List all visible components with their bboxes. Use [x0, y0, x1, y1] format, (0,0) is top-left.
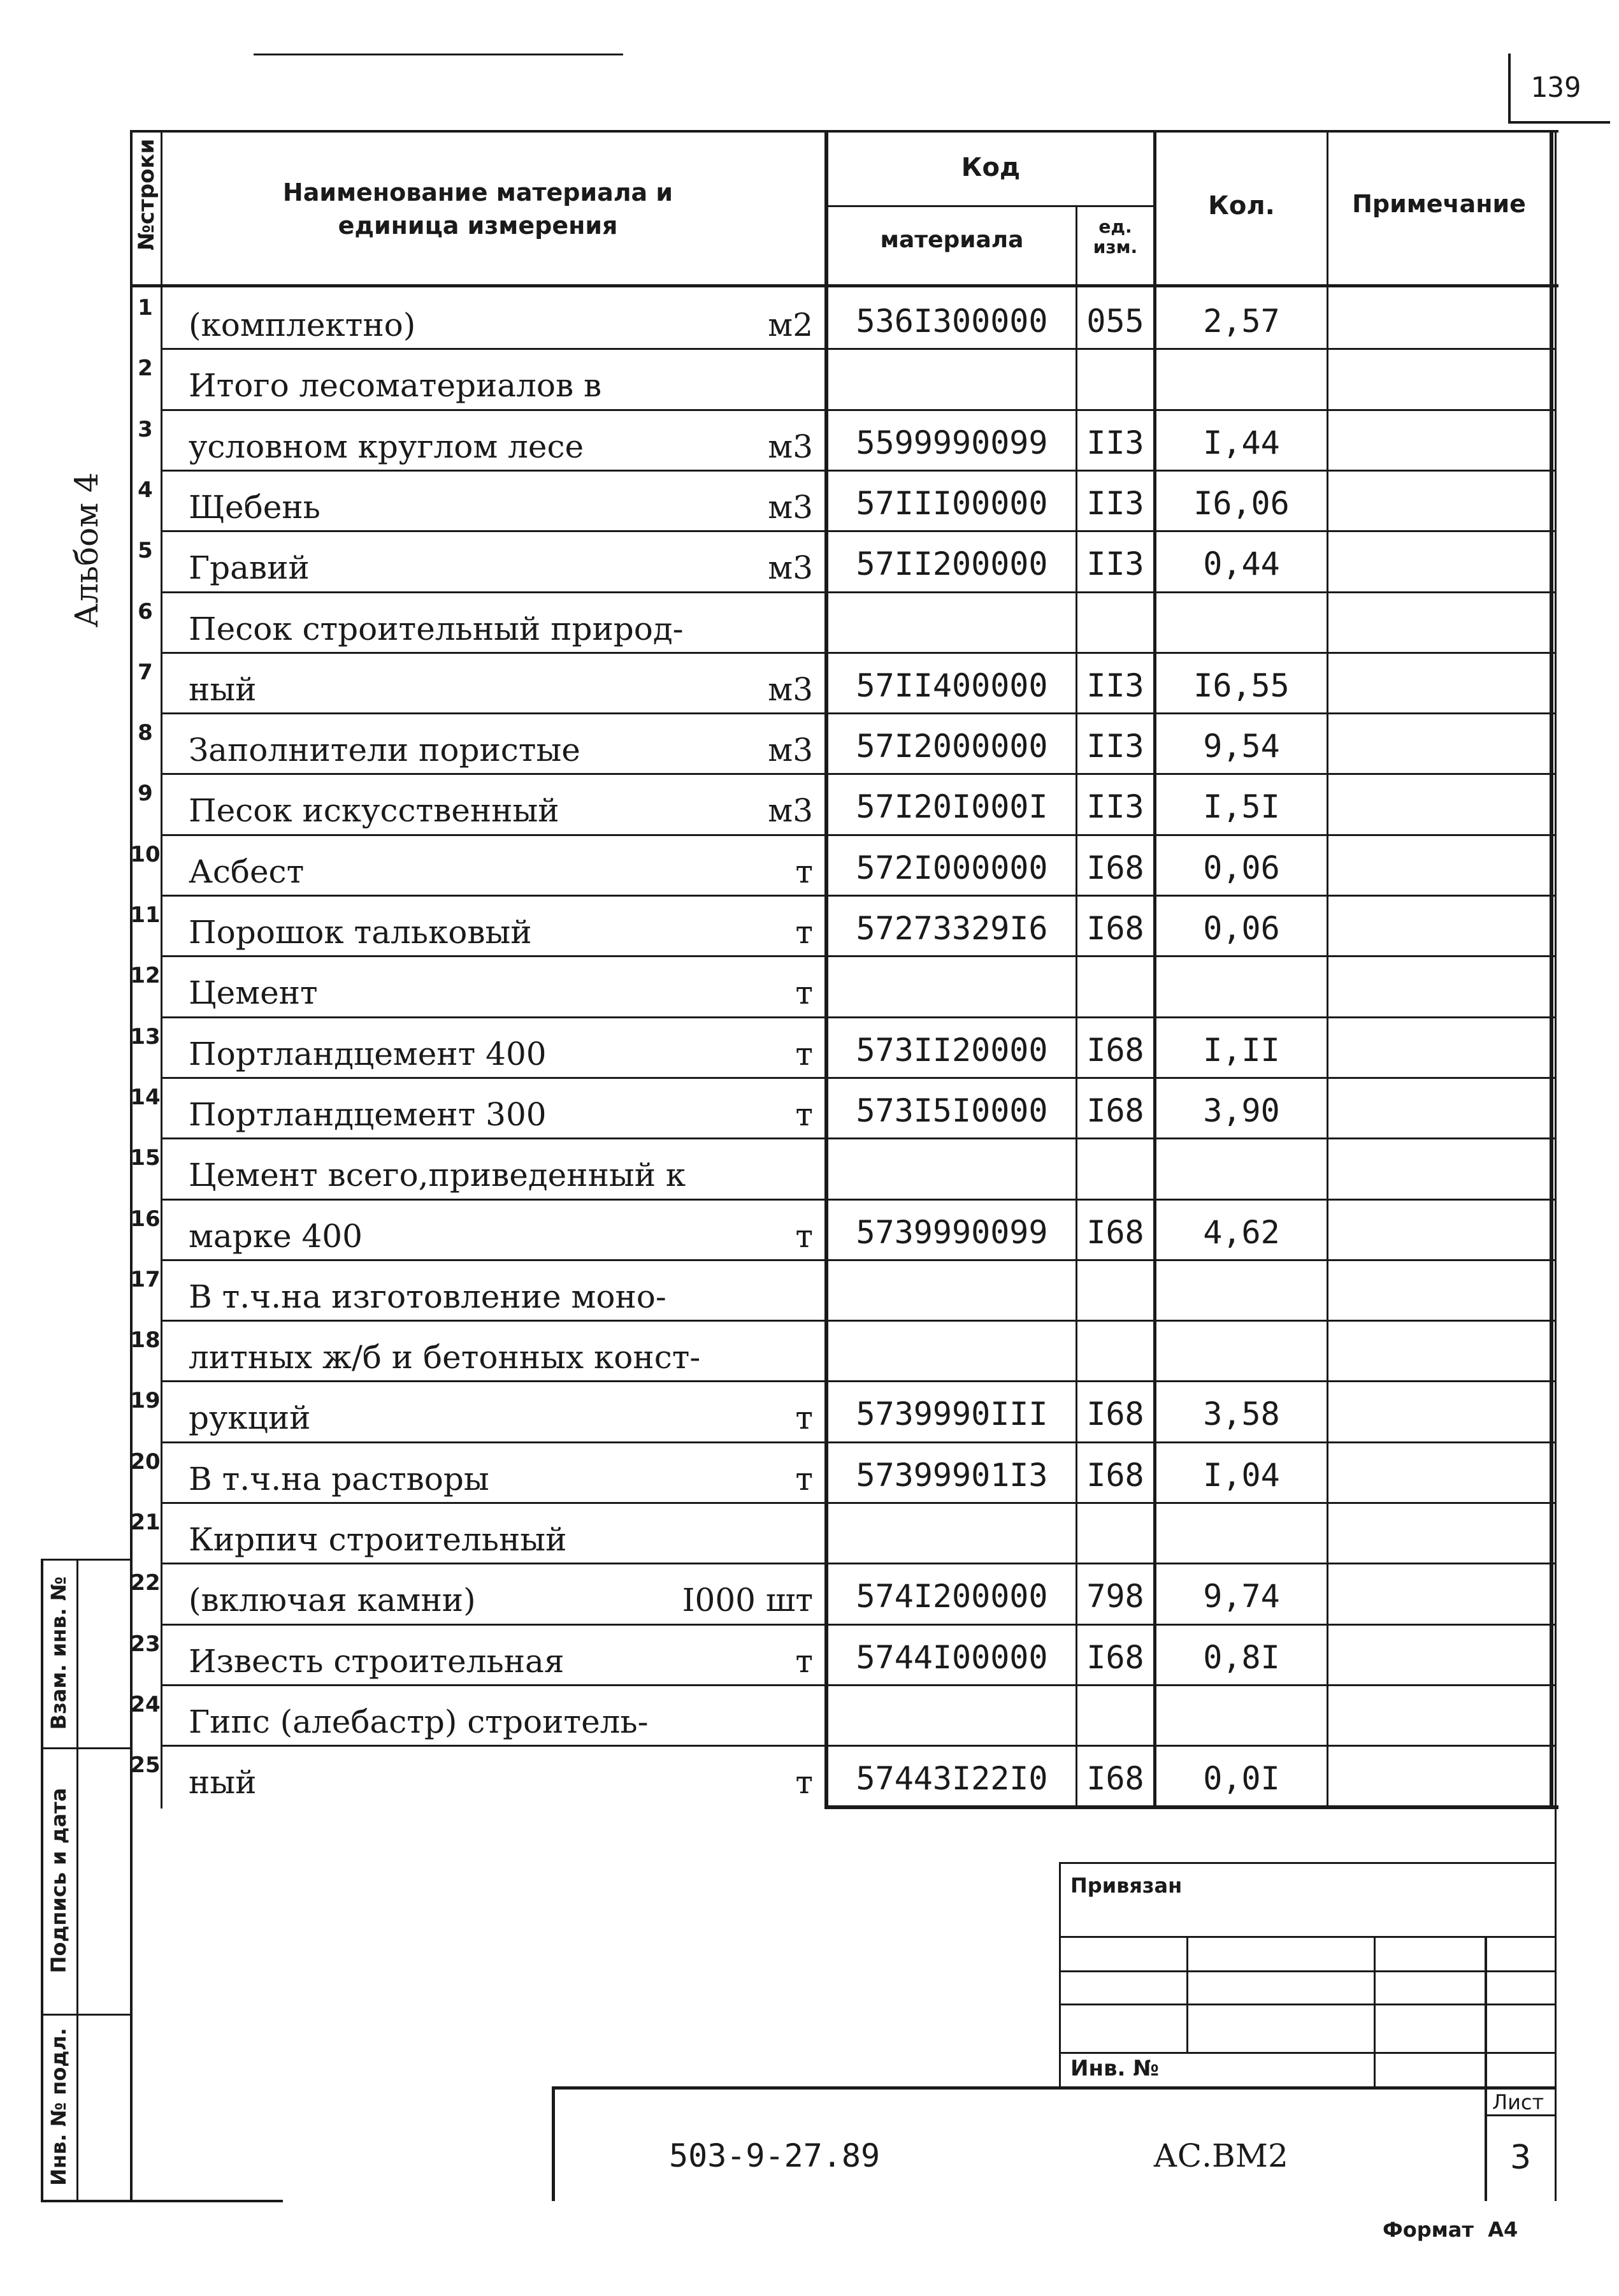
- material-code: 573I5I0000: [856, 1092, 1048, 1129]
- unit-code: I68: [1086, 849, 1144, 886]
- quantity: I,5I: [1203, 788, 1280, 825]
- page-number-border-bottom: [1508, 121, 1610, 124]
- material-code: 57II200000: [856, 545, 1048, 582]
- material-code: 5599990099: [856, 424, 1048, 461]
- format-label: Формат А4: [1383, 2218, 1518, 2242]
- row-number: 18: [130, 1327, 161, 1353]
- material-unit: т: [795, 853, 813, 890]
- material-name: Гравий: [189, 549, 310, 586]
- material-name: Песок искусственный: [189, 792, 559, 829]
- material-unit: I000 шт: [682, 1582, 813, 1619]
- row-number: 19: [130, 1388, 161, 1413]
- material-code: 5744I00000: [856, 1639, 1048, 1676]
- row-number: 9: [138, 781, 153, 806]
- stamp-inv-replace: Взам. инв. №: [47, 1576, 71, 1730]
- row-number: 2: [138, 356, 153, 381]
- quantity: 9,54: [1203, 728, 1280, 765]
- material-code: 573II20000: [856, 1032, 1048, 1069]
- material-code: 57273329I6: [856, 910, 1048, 947]
- unit-code: II3: [1086, 485, 1144, 522]
- header-row-no: №строки: [134, 138, 159, 250]
- material-unit: т: [795, 974, 813, 1011]
- unit-code: I68: [1086, 1760, 1144, 1797]
- sheet-label: Лист: [1492, 2090, 1544, 2114]
- material-name: В т.ч.на изготовление моно-: [189, 1278, 666, 1315]
- header-note: Примечание: [1352, 190, 1526, 218]
- material-unit: т: [795, 1643, 813, 1680]
- sheet-number: 3: [1510, 2139, 1532, 2177]
- unit-code: I68: [1086, 1092, 1144, 1129]
- material-name: условном круглом лесе: [189, 428, 584, 465]
- material-name: Порошок тальковый: [189, 914, 532, 951]
- row-number: 21: [130, 1510, 161, 1535]
- material-unit: м3: [768, 792, 813, 829]
- material-code: 536I300000: [856, 303, 1048, 340]
- material-code: 5739990III: [856, 1396, 1048, 1433]
- unit-code: I68: [1086, 1396, 1144, 1433]
- material-name: рукций: [189, 1399, 311, 1436]
- material-name: (включая камни): [189, 1582, 476, 1619]
- material-unit: м3: [768, 549, 813, 586]
- material-unit: м3: [768, 428, 813, 465]
- unit-code: II3: [1086, 788, 1144, 825]
- material-name: марке 400: [189, 1218, 363, 1255]
- row-number: 22: [130, 1570, 161, 1596]
- quantity: 3,58: [1203, 1396, 1280, 1433]
- unit-code: I68: [1086, 1457, 1144, 1494]
- material-code: 572I000000: [856, 849, 1048, 886]
- row-number: 14: [130, 1085, 161, 1110]
- material-name: Известь строительная: [189, 1643, 565, 1680]
- material-unit: м3: [768, 671, 813, 708]
- header-code-unit: ед. изм.: [1093, 216, 1138, 257]
- row-number: 5: [138, 538, 153, 563]
- material-unit: м3: [768, 489, 813, 526]
- row-number: 16: [130, 1206, 161, 1232]
- header-qty: Кол.: [1208, 191, 1275, 220]
- material-unit: т: [795, 1096, 813, 1133]
- header-code-material: материала: [880, 227, 1024, 253]
- row-number: 10: [130, 842, 161, 867]
- material-code: 57I2000000: [856, 728, 1048, 765]
- inv-no-label: Инв. №: [1070, 2056, 1160, 2081]
- material-unit: м2: [768, 307, 813, 343]
- quantity: I6,55: [1193, 667, 1290, 704]
- row-number: 23: [130, 1631, 161, 1657]
- row-number: 1: [138, 295, 153, 321]
- row-number: 7: [138, 660, 153, 685]
- unit-code: I68: [1086, 1639, 1144, 1676]
- header-code: Код: [961, 153, 1021, 182]
- unit-code: II3: [1086, 728, 1144, 765]
- material-name: Гипс (алебастр) строитель-: [189, 1703, 649, 1740]
- unit-code: II3: [1086, 424, 1144, 461]
- material-name: Итого лесоматериалов в: [189, 367, 602, 404]
- unit-code: I68: [1086, 910, 1144, 947]
- row-number: 3: [138, 417, 153, 442]
- material-unit: т: [795, 914, 813, 951]
- material-name: В т.ч.на растворы: [189, 1461, 489, 1498]
- unit-code: II3: [1086, 667, 1144, 704]
- quantity: 2,57: [1203, 303, 1280, 340]
- material-name: (комплектно): [189, 307, 416, 343]
- material-name: Цемент всего,приведенный к: [189, 1157, 686, 1194]
- album-label: Альбом 4: [68, 472, 105, 628]
- row-number: 13: [130, 1024, 161, 1050]
- quantity: I,II: [1203, 1032, 1280, 1069]
- material-name: литных ж/б и бетонных конст-: [189, 1339, 701, 1376]
- attached-label: Привязан: [1070, 1874, 1183, 1898]
- material-unit: м3: [768, 732, 813, 769]
- material-code: 57443I22I0: [856, 1760, 1048, 1797]
- row-number: 25: [130, 1752, 161, 1778]
- quantity: 9,74: [1203, 1578, 1280, 1615]
- material-name: Заполнители пористые: [189, 732, 580, 769]
- quantity: 0,44: [1203, 545, 1280, 582]
- header-name: Наименование материала и единица измерения: [282, 178, 673, 240]
- unit-code: I68: [1086, 1214, 1144, 1251]
- unit-code: 798: [1086, 1578, 1144, 1615]
- quantity: 4,62: [1203, 1214, 1280, 1251]
- material-unit: т: [795, 1399, 813, 1436]
- row-number: 15: [130, 1145, 161, 1171]
- unit-code: I68: [1086, 1032, 1144, 1069]
- material-code: 57I20I000I: [856, 788, 1048, 825]
- row-number: 6: [138, 599, 153, 625]
- material-name: Кирпич строительный: [189, 1521, 567, 1558]
- page-number-border-left: [1508, 54, 1511, 124]
- material-name: Щебень: [189, 489, 320, 526]
- material-unit: т: [795, 1218, 813, 1255]
- material-unit: т: [795, 1036, 813, 1072]
- quantity: 0,8I: [1203, 1639, 1280, 1676]
- stamp-signature-date: Подпись и дата: [47, 1787, 71, 1974]
- row-number: 12: [130, 963, 161, 988]
- row-number: 4: [138, 477, 153, 503]
- row-number: 24: [130, 1692, 161, 1717]
- quantity: I,04: [1203, 1457, 1280, 1494]
- material-name: ный: [189, 1764, 257, 1801]
- material-code: 57399901I3: [856, 1457, 1048, 1494]
- material-name: Портландцемент 300: [189, 1096, 547, 1133]
- unit-code: 055: [1086, 303, 1144, 340]
- top-stroke: [254, 54, 623, 55]
- quantity: 0,0I: [1203, 1760, 1280, 1797]
- material-unit: т: [795, 1764, 813, 1801]
- row-number: 17: [130, 1267, 161, 1292]
- material-code: 5739990099: [856, 1214, 1048, 1251]
- document-code: 503-9-27.89: [669, 2137, 881, 2174]
- row-number: 8: [138, 720, 153, 746]
- material-name: Асбест: [189, 853, 305, 890]
- document-mark: АС.ВМ2: [1153, 2137, 1288, 2174]
- quantity: 0,06: [1203, 849, 1280, 886]
- material-unit: т: [795, 1461, 813, 1498]
- stamp-inv-orig: Инв. № подл.: [47, 2028, 71, 2186]
- material-code: 57III00000: [856, 485, 1048, 522]
- material-name: Цемент: [189, 974, 318, 1011]
- unit-code: II3: [1086, 545, 1144, 582]
- row-number: 11: [130, 902, 161, 928]
- material-name: ный: [189, 671, 257, 708]
- row-number: 20: [130, 1449, 161, 1475]
- material-name: Песок строительный природ-: [189, 610, 684, 647]
- quantity: I6,06: [1193, 485, 1290, 522]
- material-code: 57II400000: [856, 667, 1048, 704]
- material-code: 574I200000: [856, 1578, 1048, 1615]
- quantity: 3,90: [1203, 1092, 1280, 1129]
- quantity: 0,06: [1203, 910, 1280, 947]
- material-name: Портландцемент 400: [189, 1036, 547, 1072]
- quantity: I,44: [1203, 424, 1280, 461]
- page-number: 139: [1530, 71, 1581, 104]
